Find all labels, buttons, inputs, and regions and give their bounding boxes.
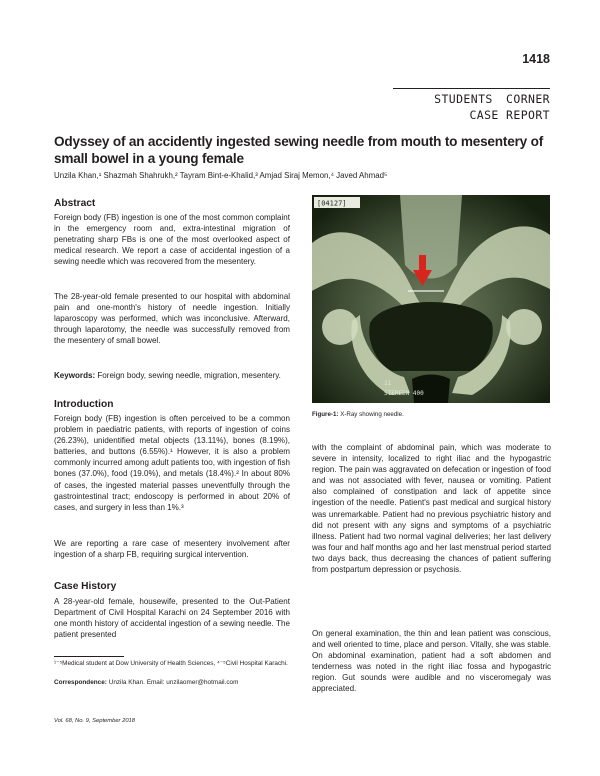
correspondence-label: Correspondence: <box>54 679 107 686</box>
xray-image <box>312 195 550 403</box>
correspondence-footnote <box>54 679 290 688</box>
case-history-paragraph-1: A 28-year-old female, housewife, presented to the Out-Patient Department of Civil Hospital Karachi on 24 September 2016 with one month history of accidental ingestion of a sewing needle. The patient presented <box>54 597 290 640</box>
section-sublabel: CASE REPORT <box>469 108 550 122</box>
keywords <box>54 370 290 381</box>
figure-caption <box>312 411 404 418</box>
journal-issue: Vol. 68, No. 9, September 2018 <box>54 718 135 724</box>
article-title <box>54 133 554 167</box>
keywords-text: Foreign body, sewing needle, migration, mesentery. <box>95 371 281 380</box>
case-history-heading: Case History <box>54 581 117 592</box>
spine-sacrum <box>400 195 462 279</box>
pubic-symphysis-shadow <box>412 375 450 404</box>
film-marker-stereen: STEREEN 400 <box>384 390 424 397</box>
figure-caption-text: X-Ray showing needle. <box>338 411 404 418</box>
pelvic-inlet <box>369 302 493 371</box>
affiliation-footnote: ¹⁻⁵Medical student at Dow University of Health Sciences, ⁴⁻⁵Civil Hospital Karachi. <box>54 660 288 667</box>
introduction-heading: Introduction <box>54 399 114 410</box>
arrow-shaft <box>419 255 426 271</box>
title-line-2: small bowel in a young female <box>54 151 244 166</box>
title-line-1: Odyssey of an accidently ingested sewing needle from mouth to mesentery of <box>54 134 544 149</box>
right-femoral-head <box>506 309 542 345</box>
authors: Unzila Khan,¹ Shazmah Shahrukh,² Tayram Bint-e-Khalid,³ Amjad Siraj Memon,⁴ Javed Ahmad⁵ <box>54 171 388 180</box>
abstract-paragraph-2: The 28-year-old female presented to our hospital with abdominal pain and one-month's history of needle ingestion. Initially laparoscopy was performed, which was inconclusive. Afterward, through laparotomy, the needle was successfully removed from the mesentery of small bowel. <box>54 292 290 346</box>
figure-label: Figure-1: <box>312 411 339 418</box>
abstract-heading: Abstract <box>54 198 96 209</box>
case-history-continued: with the complaint of abdominal pain, which was moderate to severe in intensity, localized to right iliac and the hypogastric region. The pain was aggravated on defecation or ingestion of food and was not associated with fever, nausea or vomiting. Patient also complained of constipation and lack of appetite since ingestion of the needle. Patient's past medical and surgical history was unremarkable. Patient had no previous psychiatric history and did not present with any signs and symptoms of a psychiatric illness. Patient had two normal vaginal deliveries; her last delivery was four and half months ago and her last menstrual period started two days back, thus decreasing the chances of patient suffering from postpartum depression or psychosis. <box>312 443 551 575</box>
case-history-paragraph-2: On general examination, the thin and lean patient was conscious, and well oriented to time, place and person. Vitally, she was stable. On abdominal examination, patient had a soft abdomen and tenderness was noted in the right iliac fossa and hypogastric region. Gut sounds were audible and no visceromegaly was appreciated. <box>312 629 551 694</box>
section-label: STUDENTS CORNER <box>434 92 550 106</box>
footnote-rule <box>54 656 124 657</box>
correspondence-text: Unzila Khan. Email: unzilaomer@hotmail.com <box>106 679 239 686</box>
film-marker-number: 11 <box>384 380 392 387</box>
film-marker-top: [04127] <box>317 199 347 208</box>
left-femoral-head <box>322 309 358 345</box>
abstract-paragraph-1: Foreign body (FB) ingestion is one of the most common complaint in the emergency room and, extra-intestinal migration of penetrating sharp FBs is one of the most overlooked aspect of medical research. We report a case of accidental ingestion of a sewing needle which was recovered from the mesentery. <box>54 213 290 267</box>
introduction-paragraph-1: Foreign body (FB) ingestion is often perceived to be a common problem in paediatric patients, with reports of ingestion of coins (26.23%), unidentified metal objects (13.11%), bones (8.19%), batteries, and buttons (6.55%).¹ However, it is also a problem commonly incurred among adult patients too, with ingestion of fish bones (37.0%), food (19.0%), and metals (18.4%).² In about 80% of cases, the ingested material passes uneventfully through the gastrointestinal tract; endoscopy is performed in about 20% of cases, and surgery in less than 1%.³ <box>54 414 290 512</box>
page-number: 1418 <box>522 52 550 66</box>
section-rule <box>393 88 550 89</box>
keywords-label: Keywords: <box>54 371 96 380</box>
xray-figure <box>312 195 550 403</box>
introduction-paragraph-2: We are reporting a rare case of mesentery involvement after ingestion of a sharp FB, requiring surgical intervention. <box>54 539 290 560</box>
